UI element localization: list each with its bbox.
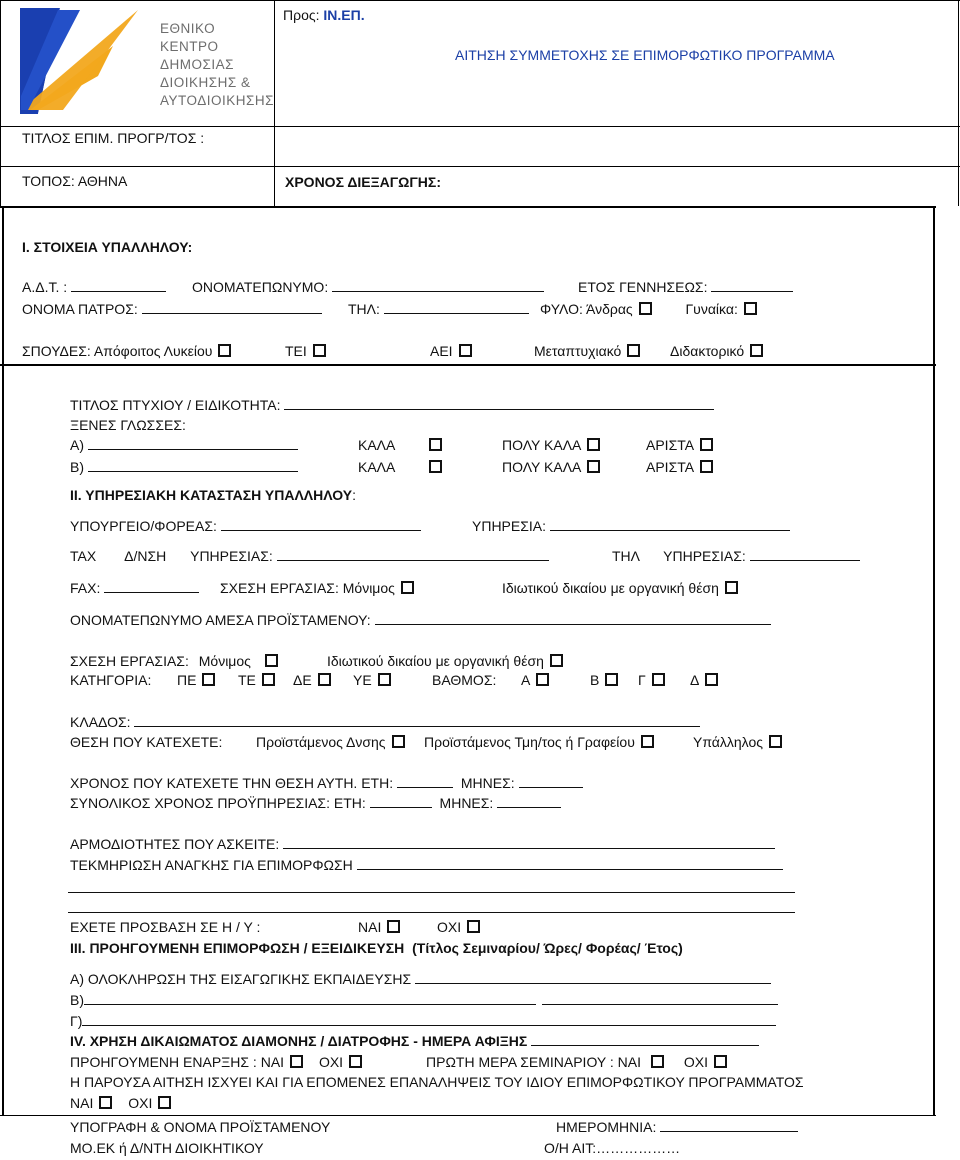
- fax-label: FAX:: [70, 580, 101, 596]
- position-employee-label: Υπάλληλος: [693, 734, 763, 750]
- row-divider-1: [0, 126, 960, 127]
- relation-label: ΣΧΕΣΗ ΕΡΓΑΣΙΑΣ: Μόνιμος: [220, 580, 395, 596]
- section2-heading: [70, 487, 356, 503]
- pc-access-yes-checkbox[interactable]: [387, 920, 400, 933]
- section3-title: ΙΙΙ. ΠΡΟΗΓΟΥΜΕΝΗ ΕΠΙΜΟΡΦΩΣΗ / ΕΞΕΙΔΙΚΕΥΣΗ: [70, 940, 405, 956]
- position-director-checkbox[interactable]: [392, 735, 405, 748]
- male-label: Άνδρας: [585, 301, 633, 317]
- relation2-row: [70, 653, 278, 669]
- top-border: [0, 0, 960, 1]
- grade-a-label: Α: [521, 672, 531, 688]
- language-a-excellent: [646, 437, 713, 453]
- pc-access-label: ΕΧΕΤΕ ΠΡΟΣΒΑΣΗ ΣΕ Η / Υ :: [70, 919, 261, 935]
- program-title-label: ΤΙΤΛΟΣ ΕΠΙΜ. ΠΡΟΓΡ/ΤΟΣ :: [22, 130, 205, 146]
- phd-checkbox[interactable]: [750, 344, 763, 357]
- seminar-a-field[interactable]: [415, 971, 771, 984]
- total-service-years-field[interactable]: [370, 795, 432, 808]
- main-box-top: [0, 206, 936, 208]
- birth-year-row: [578, 279, 793, 295]
- category-ye-label: ΥΕ: [353, 672, 372, 688]
- pc-access-no-label: ΟΧΙ: [437, 919, 462, 935]
- time-in-position-months-label: ΜΗΝΕΣ:: [460, 775, 515, 791]
- section4-heading: [70, 1033, 759, 1049]
- seminar-b-row: [70, 992, 778, 1008]
- tei-label: ΤΕΙ: [285, 343, 307, 359]
- grade-b-checkbox[interactable]: [605, 673, 618, 686]
- grade-label: ΒΑΘΜΟΣ:: [432, 672, 497, 688]
- permanent2-label: Μόνιμος: [198, 653, 251, 669]
- fullname-label: ΟΝΟΜΑΤΕΠΩΝΥΜΟ:: [192, 279, 329, 295]
- masters-checkbox[interactable]: [627, 344, 640, 357]
- tei-checkbox[interactable]: [313, 344, 326, 357]
- language-b-row: [70, 459, 298, 475]
- validity-yes-label: ΝΑΙ: [70, 1095, 94, 1111]
- private-law-checkbox[interactable]: [725, 581, 738, 594]
- service-phone-label-2: ΥΠΗΡΕΣΙΑΣ:: [663, 548, 746, 564]
- grade-d-checkbox[interactable]: [705, 673, 718, 686]
- position-director: [256, 734, 405, 750]
- pc-access-no: [437, 919, 480, 935]
- right-border-top: [958, 0, 959, 206]
- studies-divider: [0, 364, 936, 366]
- section1-heading: Ι. ΣΤΟΙΧΕΙΑ ΥΠΑΛΛΗΛΟΥ:: [22, 239, 193, 255]
- ministry-field[interactable]: [221, 518, 421, 531]
- seminar-c-row: [70, 1013, 776, 1029]
- language-b-very-good: [502, 459, 600, 475]
- justification-extra-line-1[interactable]: [68, 892, 795, 893]
- lyceum-checkbox[interactable]: [218, 344, 231, 357]
- first-day-no-checkbox[interactable]: [714, 1055, 727, 1068]
- supervisor-signature-label: ΥΠΟΓΡΑΦΗ & ΟΝΟΜΑ ΠΡΟΪΣΤΑΜΕΝΟΥ: [70, 1119, 331, 1135]
- fax-field[interactable]: [104, 580, 199, 593]
- gender-row: [540, 301, 757, 317]
- adt-row: [22, 279, 166, 295]
- masters-label: Μεταπτυχιακό: [534, 343, 622, 359]
- category-te-checkbox[interactable]: [262, 673, 275, 686]
- section4-title: ΙV. ΧΡΗΣΗ ΔΙΚΑΙΩΜΑΤΟΣ ΔΙΑΜΟΝΗΣ / ΔΙΑΤΡΟΦΗΣ - ΗΜΕΡΑ ΑΦΙΞΗΣ: [70, 1033, 528, 1049]
- language-a-row: [70, 437, 298, 453]
- supervisor-label: ΟΝΟΜΑΤΕΠΩΝΥΜΟ ΑΜΕΣΑ ΠΡΟΪΣΤΑΜΕΝΟΥ:: [70, 612, 371, 628]
- service-field[interactable]: [550, 518, 790, 531]
- male-checkbox[interactable]: [639, 302, 652, 315]
- total-service-months-label: ΜΗΝΕΣ:: [439, 795, 494, 811]
- position-label: ΘΕΣΗ ΠΟΥ ΚΑΤΕΧΕΤΕ:: [70, 734, 223, 750]
- supervisor-field[interactable]: [375, 612, 771, 625]
- time-in-position-label: ΧΡΟΝΟΣ ΠΟΥ ΚΑΤΕΧΕΤΕ ΤΗΝ ΘΕΣΗ ΑΥΤΗ. ΕΤΗ:: [70, 775, 394, 791]
- main-box-bottom: [0, 1115, 936, 1116]
- time-label: ΧΡΟΝΟΣ ΔΙΕΞΑΓΩΓΗΣ:: [285, 174, 441, 190]
- section4-field[interactable]: [531, 1033, 759, 1046]
- duties-field[interactable]: [283, 836, 775, 849]
- father-name-label: ΟΝΟΜΑ ΠΑΤΡΟΣ:: [22, 301, 138, 317]
- pc-access-yes: [358, 919, 400, 935]
- private-law2-row: [327, 653, 563, 669]
- total-service-label: ΣΥΝΟΛΙΚΟΣ ΧΡΟΝΟΣ ΠΡΟΫΠΗΡΕΣΙΑΣ: ΕΤΗ:: [70, 795, 366, 811]
- row-divider-2: [0, 166, 960, 167]
- seminar-c-label: Γ): [70, 1013, 83, 1029]
- languages-label: ΞΕΝΕΣ ΓΛΩΣΣΕΣ:: [70, 417, 186, 433]
- grade-c-label: Γ: [638, 672, 646, 688]
- phone-label: ΤΗΛ:: [348, 301, 380, 317]
- address-row: [70, 548, 549, 564]
- female-checkbox[interactable]: [744, 302, 757, 315]
- studies-title: ΣΠΟΥΔΕΣ:: [22, 343, 91, 359]
- section2-colon: :: [352, 487, 356, 503]
- position-employee-checkbox[interactable]: [769, 735, 782, 748]
- fax-row: [70, 580, 199, 596]
- very-good-label: ΠΟΛΥ ΚΑΛΑ: [502, 459, 582, 475]
- applicant-label: Ο/Η ΑΙΤ:………………: [544, 1140, 681, 1156]
- date-label: ΗΜΕΡΟΜΗΝΙΑ:: [556, 1119, 657, 1135]
- grade-c: [638, 672, 665, 688]
- category-de: [293, 672, 331, 688]
- language-a-field[interactable]: [88, 437, 298, 450]
- justification-field[interactable]: [357, 857, 783, 870]
- seminar-b-field-1[interactable]: [84, 992, 536, 1005]
- language-a-good-checkbox[interactable]: [429, 438, 442, 451]
- pc-access-no-checkbox[interactable]: [467, 920, 480, 933]
- ministry-label: ΥΠΟΥΡΓΕΙΟ/ΦΟΡΕΑΣ:: [70, 518, 217, 534]
- main-box-left: [2, 206, 4, 1116]
- private-law-label: Ιδιωτικού δικαίου με οργανική θέση: [502, 580, 719, 596]
- justification-row: [70, 857, 783, 873]
- permanent2-checkbox[interactable]: [265, 654, 278, 667]
- address-label-2: Δ/ΝΣΗ: [124, 548, 167, 564]
- seminar-b-label: Β): [70, 992, 84, 1008]
- grade-a-checkbox[interactable]: [536, 673, 549, 686]
- fullname-row: [192, 279, 544, 295]
- service-phone-row: [612, 548, 860, 564]
- degree-title-row: [70, 397, 714, 413]
- address-label-3: ΥΠΗΡΕΣΙΑΣ:: [190, 548, 273, 564]
- section3-heading: [70, 940, 683, 956]
- phone-row: [348, 301, 529, 317]
- left-border-top: [0, 0, 1, 206]
- excellent-label: ΑΡΙΣΤΑ: [646, 437, 695, 453]
- position-head-checkbox[interactable]: [641, 735, 654, 748]
- justification-extra-line-2[interactable]: [68, 912, 795, 913]
- language-a-label: Α): [70, 437, 84, 453]
- seminar-b-field-2[interactable]: [542, 992, 778, 1005]
- father-name-field[interactable]: [142, 301, 322, 314]
- date-row: [556, 1119, 798, 1135]
- recipient: [283, 7, 365, 23]
- category-pe: [177, 672, 215, 688]
- degree-title-label: ΤΙΤΛΟΣ ΠΤΥΧΙΟΥ / ΕΙΔΙΚΟΤΗΤΑ:: [70, 397, 281, 413]
- position-row: [70, 734, 222, 750]
- category-te: [238, 672, 275, 688]
- logo-line: ΑΥΤΟΔΙΟΙΚΗΣΗΣ: [160, 93, 274, 108]
- category-ye: [353, 672, 391, 688]
- seminar-a-row: [70, 971, 771, 987]
- birth-year-label: ΕΤΟΣ ΓΕΝΝΗΣΕΩΣ:: [578, 279, 708, 295]
- previous-start-no-label: ΟΧΙ: [318, 1054, 344, 1070]
- previous-start-yes-label: ΠΡΟΗΓΟΥΜΕΝΗ ΕΝΑΡΞΗΣ : ΝΑΙ: [70, 1054, 285, 1070]
- recipient-label: Προς:: [283, 7, 320, 23]
- category-pe-checkbox[interactable]: [202, 673, 215, 686]
- service-row: [472, 518, 790, 534]
- logo-line: ΕΘΝΙΚΟ: [160, 21, 216, 36]
- first-day-no-label: ΟΧΙ: [683, 1054, 708, 1070]
- total-service-months-field[interactable]: [497, 795, 561, 808]
- degree-title-field[interactable]: [284, 397, 714, 410]
- lyceum-label: Απόφοιτος Λυκείου: [93, 343, 213, 359]
- position-employee: [693, 734, 782, 750]
- phone-field[interactable]: [384, 301, 529, 314]
- language-a-very-good: [502, 437, 600, 453]
- validity-no-checkbox[interactable]: [158, 1096, 171, 1109]
- relation-row: [220, 580, 414, 596]
- service-label: ΥΠΗΡΕΣΙΑ:: [472, 518, 547, 534]
- previous-start-yes-checkbox[interactable]: [290, 1055, 303, 1068]
- language-a-excellent-checkbox[interactable]: [700, 438, 713, 451]
- private-law2-checkbox[interactable]: [550, 654, 563, 667]
- category-de-label: ΔΕ: [293, 672, 312, 688]
- section3-note: (Τίτλος Σεμιναρίου/ Ώρες/ Φορέας/ Έτος): [412, 940, 683, 956]
- category-de-checkbox[interactable]: [318, 673, 331, 686]
- moek-label: ΜΟ.ΕΚ ή Δ/ΝΤΗ ΔΙΟΙΚΗΤΙΚΟΥ: [70, 1140, 264, 1156]
- adt-field[interactable]: [71, 279, 166, 292]
- category-ye-checkbox[interactable]: [378, 673, 391, 686]
- date-field[interactable]: [660, 1119, 798, 1132]
- grade-a: [521, 672, 549, 688]
- duties-row: [70, 836, 775, 852]
- permanent-checkbox[interactable]: [401, 581, 414, 594]
- place-label: ΤΟΠΟΣ: ΑΘΗΝΑ: [22, 173, 128, 189]
- main-box-right: [933, 206, 935, 1116]
- ministry-row: [70, 518, 421, 534]
- excellent-label: ΑΡΙΣΤΑ: [646, 459, 695, 475]
- branch-field[interactable]: [134, 714, 700, 727]
- grade-d-label: Δ: [690, 672, 700, 688]
- service-phone-label-1: ΤΗΛ: [612, 548, 640, 564]
- time-in-position-months-field[interactable]: [519, 775, 583, 788]
- language-a-very-good-checkbox[interactable]: [587, 438, 600, 451]
- position-head: [424, 734, 654, 750]
- pc-access-row: [70, 919, 260, 935]
- form-title: ΑΙΤΗΣΗ ΣΥΜΜΕΤΟΧΗΣ ΣΕ ΕΠΙΜΟΡΦΩΤΙΚΟ ΠΡΟΓΡΑΜΜΑ: [455, 47, 835, 63]
- grade-c-checkbox[interactable]: [652, 673, 665, 686]
- category-pe-label: ΠΕ: [177, 672, 197, 688]
- seminar-a-label: Α) ΟΛΟΚΛΗΡΩΣΗ ΤΗΣ ΕΙΣΑΓΩΓΙΚΗΣ ΕΚΠΑΙΔΕΥΣΗΣ: [70, 971, 412, 987]
- aei-option: [430, 343, 472, 359]
- address-label-1: ΤΑΧ: [70, 548, 97, 564]
- language-b-label: Β): [70, 459, 84, 475]
- header-divider: [274, 0, 275, 206]
- organization-logo: [18, 6, 274, 116]
- logo-line: ΔΙΟΙΚΗΣΗΣ &: [160, 75, 251, 90]
- good-label: ΚΑΛΑ: [358, 437, 396, 453]
- gender-label: ΦΥΛΟ:: [540, 301, 583, 317]
- aei-checkbox[interactable]: [459, 344, 472, 357]
- tei-option: [285, 343, 326, 359]
- female-label: Γυναίκα:: [685, 301, 738, 317]
- time-in-position-row: [70, 775, 583, 791]
- aei-label: ΑΕΙ: [430, 343, 453, 359]
- language-b-very-good-checkbox[interactable]: [587, 460, 600, 473]
- phd-label: Διδακτορικό: [670, 343, 745, 359]
- branch-row: [70, 714, 700, 730]
- validity-text: Η ΠΑΡΟΥΣΑ ΑΙΤΗΣΗ ΙΣΧΥΕΙ ΚΑΙ ΓΙΑ ΕΠΟΜΕΝΕΣ ΕΠΑΝΑΛΗΨΕΙΣ ΤΟΥ ΙΔΙΟΥ ΕΠΙΜΟΡΦΩΤΙΚΟΥ ΠΡΟΓΡΑΜΜΑΤΟΣ: [70, 1074, 804, 1090]
- grade-b-label: Β: [590, 672, 600, 688]
- language-b-good-checkbox[interactable]: [429, 460, 442, 473]
- birth-year-field[interactable]: [711, 279, 793, 292]
- validity-no-label: ΟΧΙ: [128, 1095, 153, 1111]
- fullname-field[interactable]: [332, 279, 544, 292]
- service-phone-field[interactable]: [750, 548, 860, 561]
- grade-b: [590, 672, 618, 688]
- adt-label: Α.Δ.Τ. :: [22, 279, 68, 295]
- first-day-row: [426, 1054, 727, 1070]
- previous-start-no-checkbox[interactable]: [349, 1055, 362, 1068]
- language-b-field[interactable]: [88, 459, 298, 472]
- time-in-position-years-field[interactable]: [397, 775, 453, 788]
- father-name-row: [22, 301, 322, 317]
- pc-access-yes-label: ΝΑΙ: [358, 919, 382, 935]
- category-te-label: ΤΕ: [238, 672, 256, 688]
- good-label: ΚΑΛΑ: [358, 459, 396, 475]
- relation2-label: ΣΧΕΣΗ ΕΡΓΑΣΙΑΣ:: [70, 653, 189, 669]
- category-label: ΚΑΤΗΓΟΡΙΑ:: [70, 672, 152, 688]
- section2-title: ΙΙ. ΥΠΗΡΕΣΙΑΚΗ ΚΑΤΑΣΤΑΣΗ ΥΠΑΛΛΗΛΟΥ: [70, 487, 353, 503]
- duties-label: ΑΡΜΟΔΙΟΤΗΤΕΣ ΠΟΥ ΑΣΚΕΙΤΕ:: [70, 836, 280, 852]
- validity-options: [70, 1095, 171, 1111]
- recipient-value: ΙΝ.ΕΠ.: [323, 7, 365, 23]
- grade-d: [690, 672, 718, 688]
- supervisor-row: [70, 612, 771, 628]
- very-good-label: ΠΟΛΥ ΚΑΛΑ: [502, 437, 582, 453]
- language-b-good: [358, 459, 442, 475]
- private-law-row: [502, 580, 738, 596]
- masters-option: [534, 343, 640, 359]
- branch-label: ΚΛΑΔΟΣ:: [70, 714, 131, 730]
- logo-text: [160, 20, 274, 110]
- category-row: [70, 672, 151, 688]
- logo-line: ΔΗΜΟΣΙΑΣ: [160, 57, 234, 72]
- language-a-good: [358, 437, 442, 453]
- seminar-c-field[interactable]: [82, 1013, 776, 1026]
- logo-line: ΚΕΝΤΡΟ: [160, 39, 219, 54]
- language-b-excellent-checkbox[interactable]: [700, 460, 713, 473]
- language-b-excellent: [646, 459, 713, 475]
- position-head-label: Προϊστάμενος Τμη/τος ή Γραφείου: [424, 734, 635, 750]
- phd-option: [670, 343, 763, 359]
- total-service-row: [70, 795, 561, 811]
- previous-start-row: [70, 1054, 362, 1070]
- position-director-label: Προϊστάμενος Δνσης: [256, 734, 386, 750]
- validity-yes-checkbox[interactable]: [99, 1096, 112, 1109]
- first-day-yes-checkbox[interactable]: [651, 1055, 664, 1068]
- private-law2-label: Ιδιωτικού δικαίου με οργανική θέση: [327, 653, 544, 669]
- studies-label: [22, 343, 231, 359]
- first-day-yes-label: ΠΡΩΤΗ ΜΕΡΑ ΣΕΜΙΝΑΡΙΟΥ : ΝΑΙ: [426, 1054, 641, 1070]
- address-field[interactable]: [277, 548, 549, 561]
- justification-label: ΤΕΚΜΗΡΙΩΣΗ ΑΝΑΓΚΗΣ ΓΙΑ ΕΠΙΜΟΡΦΩΣΗ: [70, 857, 353, 873]
